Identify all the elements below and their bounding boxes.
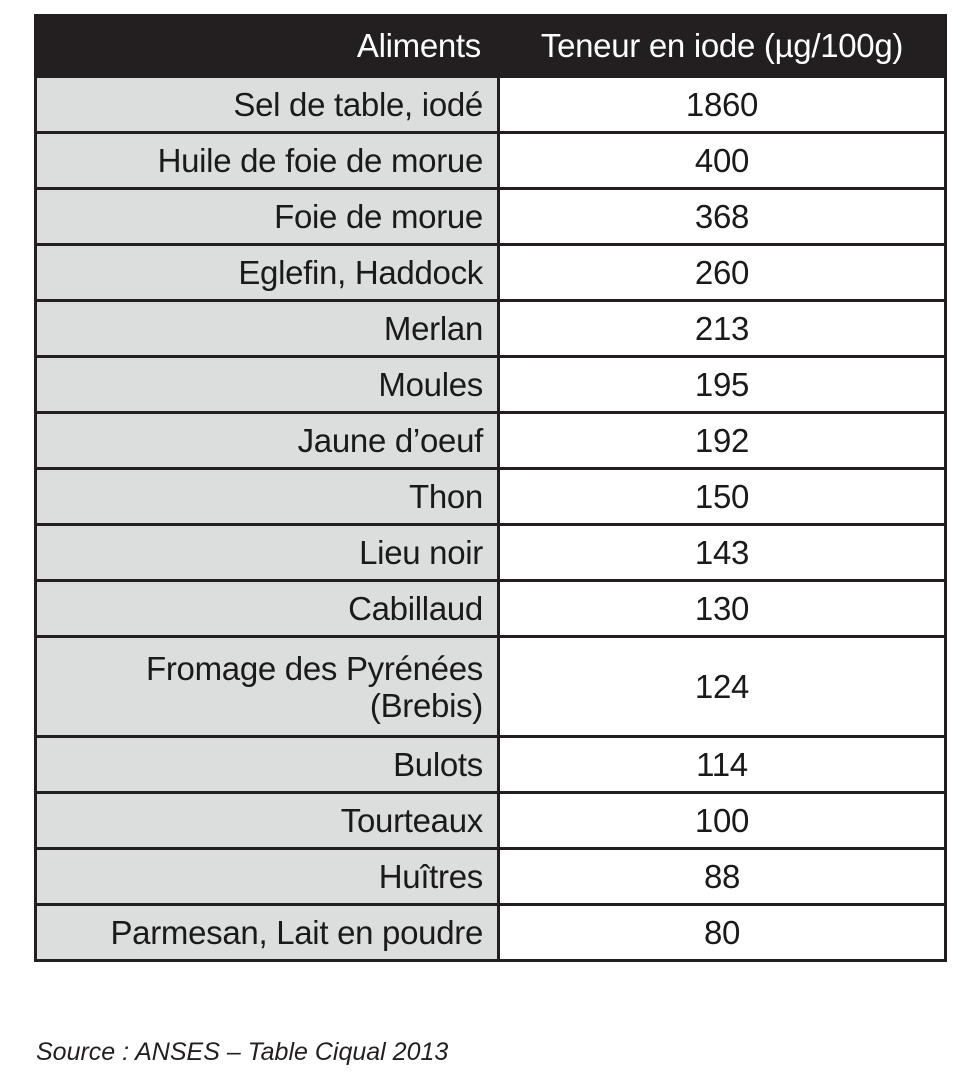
food-name-cell: Parmesan, Lait en poudre (36, 905, 499, 961)
iodine-value-cell: 114 (499, 737, 946, 793)
table-row (36, 793, 946, 849)
table-row (36, 301, 946, 357)
table-row (36, 637, 946, 737)
iodine-value-cell: 100 (499, 793, 946, 849)
food-name-cell: Fromage des Pyrénées (Brebis) (36, 637, 499, 737)
iodine-value-cell: 143 (499, 525, 946, 581)
table-row (36, 133, 946, 189)
food-name-cell: Lieu noir (36, 525, 499, 581)
iodine-value-cell: 213 (499, 301, 946, 357)
table-row (36, 189, 946, 245)
table-row (36, 737, 946, 793)
table-row (36, 469, 946, 525)
food-name-cell: Cabillaud (36, 581, 499, 637)
iodine-value-cell: 192 (499, 413, 946, 469)
table-row (36, 849, 946, 905)
food-name-cell: Bulots (36, 737, 499, 793)
food-name-cell: Thon (36, 469, 499, 525)
food-name-cell: Jaune d’oeuf (36, 413, 499, 469)
iodine-value-cell: 400 (499, 133, 946, 189)
table-row (36, 905, 946, 961)
food-name-cell: Tourteaux (36, 793, 499, 849)
food-name-cell: Moules (36, 357, 499, 413)
iodine-value-cell: 1860 (499, 77, 946, 133)
iodine-value-cell: 195 (499, 357, 946, 413)
food-name-cell: Huîtres (36, 849, 499, 905)
iodine-value-cell: 260 (499, 245, 946, 301)
header-aliments: Aliments (36, 16, 499, 77)
header-teneur-en-iode: Teneur en iode (µg/100g) (499, 16, 946, 77)
table-row (36, 413, 946, 469)
table-row (36, 77, 946, 133)
source-citation: Source : ANSES – Table Ciqual 2013 (36, 1038, 449, 1066)
table-row (36, 581, 946, 637)
iodine-value-cell: 124 (499, 637, 946, 737)
iodine-content-table-container (34, 14, 944, 962)
food-name-cell: Eglefin, Haddock (36, 245, 499, 301)
iodine-value-cell: 368 (499, 189, 946, 245)
food-name-cell: Sel de table, iodé (36, 77, 499, 133)
iodine-content-table (34, 14, 947, 962)
table-header-row (36, 16, 946, 77)
iodine-value-cell: 88 (499, 849, 946, 905)
table-row (36, 525, 946, 581)
food-name-cell: Merlan (36, 301, 499, 357)
table-row (36, 245, 946, 301)
iodine-value-cell: 130 (499, 581, 946, 637)
food-name-cell: Foie de morue (36, 189, 499, 245)
food-name-cell: Huile de foie de morue (36, 133, 499, 189)
table-row (36, 357, 946, 413)
iodine-value-cell: 80 (499, 905, 946, 961)
iodine-value-cell: 150 (499, 469, 946, 525)
